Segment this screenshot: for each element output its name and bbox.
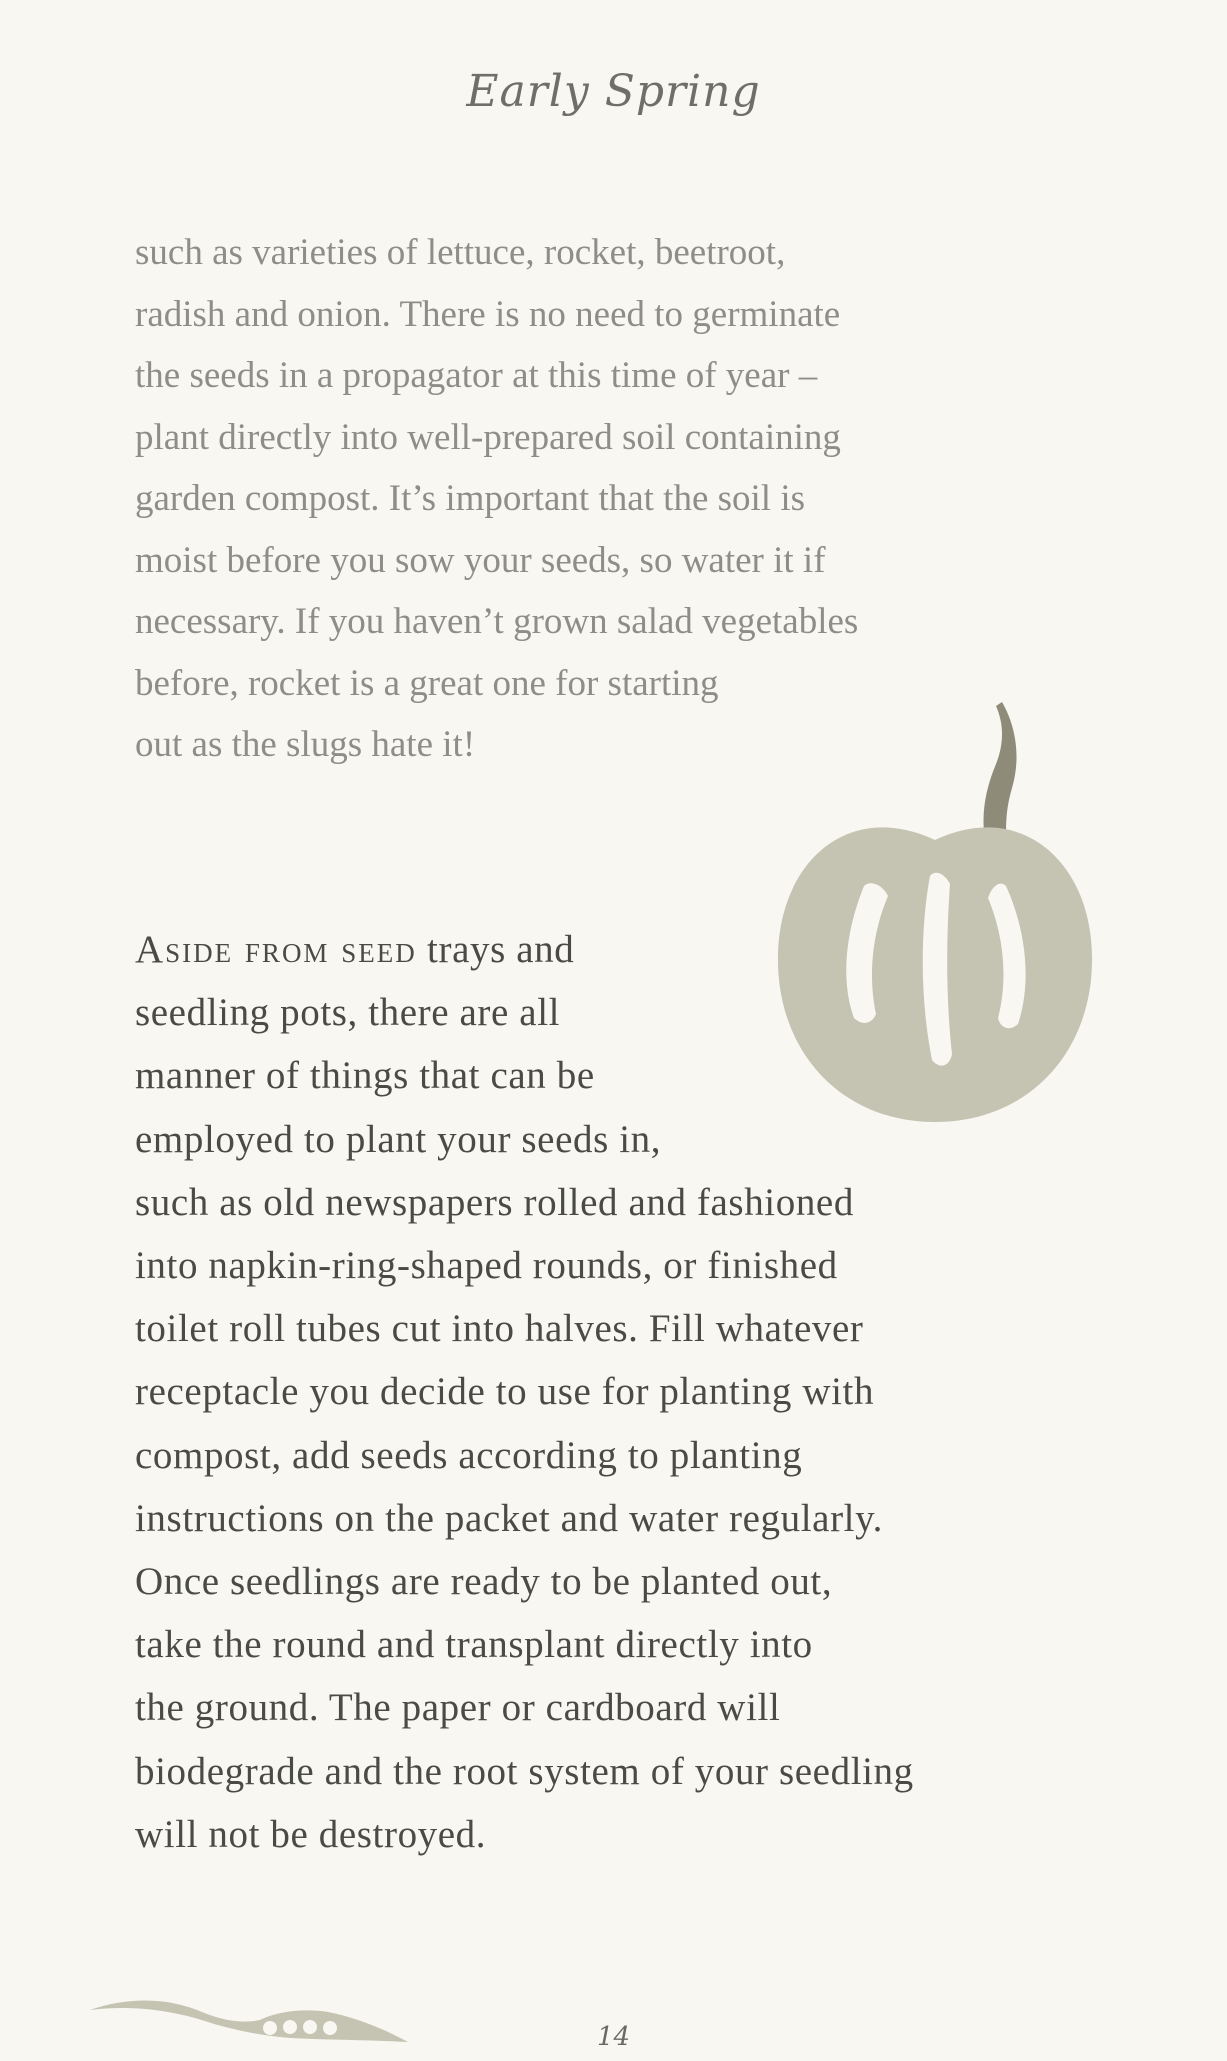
paragraph-1 — [135, 222, 858, 776]
text-line: will not be destroyed. — [135, 1812, 487, 1856]
text-line: such as old newspapers rolled and fashioned — [135, 1180, 854, 1224]
text-line: take the round and transplant directly into — [135, 1623, 813, 1667]
text-line: before, rocket is a great one for starting — [135, 662, 719, 704]
text-line: receptacle you decide to use for planting with — [135, 1370, 875, 1414]
paragraph-2 — [135, 918, 914, 1866]
text-line: manner of things that can be — [135, 1054, 595, 1098]
text-line: garden compost. It’s important that the soil is — [135, 478, 806, 519]
running-head: Early Spring — [466, 66, 761, 117]
text-line: seedling pots, there are all — [135, 991, 561, 1035]
text-line: the seeds in a propagator at this time of year – — [135, 355, 818, 396]
text-line: instructions on the packet and water regularly. — [135, 1496, 884, 1540]
text-line: compost, add seeds according to planting — [135, 1433, 803, 1477]
text-line: plant directly into well-prepared soil containing — [135, 416, 841, 458]
text-line: out as the slugs hate it! — [135, 724, 476, 765]
text-line: Once seedlings are ready to be planted out, — [135, 1560, 833, 1604]
text-line: necessary. If you haven’t grown salad vegetables — [135, 601, 859, 642]
text-line: moist before you sow your seeds, so water it if — [135, 539, 826, 581]
text-line: radish and onion. There is no need to germinate — [135, 293, 841, 335]
text-line: employed to plant your seeds in, — [135, 1117, 662, 1161]
small-caps-lead: Aside from seed — [135, 928, 417, 971]
text-line: such as varieties of lettuce, rocket, beetroot, — [135, 232, 786, 273]
text-line: the ground. The paper or cardboard will — [135, 1686, 781, 1730]
text-line: into napkin-ring-shaped rounds, or finished — [135, 1244, 838, 1288]
text-line: toilet roll tubes cut into halves. Fill whatever — [135, 1307, 864, 1351]
page-number: 14 — [596, 2022, 631, 2052]
lead-line-rest: trays and — [416, 928, 575, 971]
text-line: biodegrade and the root system of your seedling — [135, 1749, 914, 1793]
text-line — [135, 918, 914, 981]
